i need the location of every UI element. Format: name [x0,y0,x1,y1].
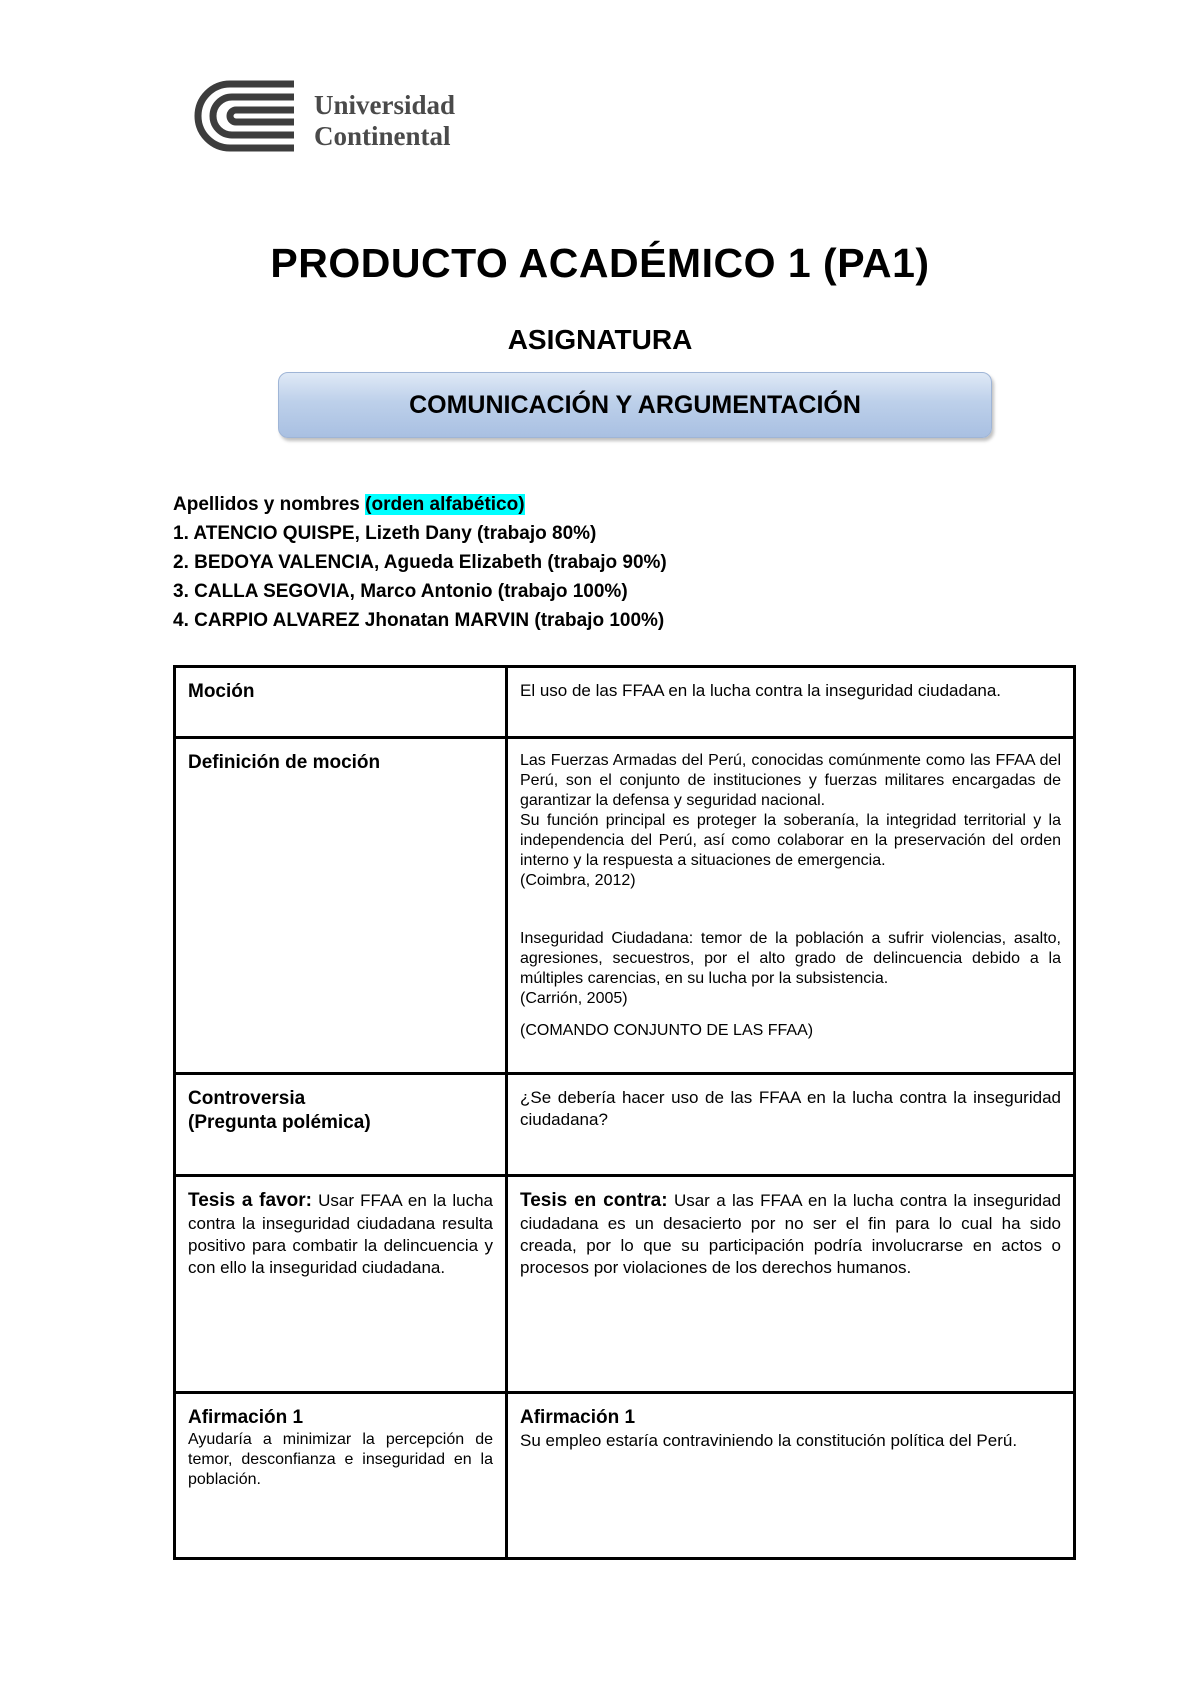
definicion-paragraph: Las Fuerzas Armadas del Perú, conocidas comúnmente como las FFAA del Perú, son el conjunto de instituciones y fuerzas militares encargadas de garantizar la defensa y seguridad nacional. [520,752,1061,809]
tesis-contra-cell [507,1176,1075,1393]
tesis-contra-text: Usar a las FFAA en la lucha contra la inseguridad ciudadana es un desacierto por no ser el fin para lo cual ha sido creada, por lo que su participación podría involucrarse en actos o procesos por violaciones de los derechos humanos. [520,1191,1061,1277]
definicion-citation: (Carrión, 2005) [520,990,628,1007]
controversia-text-cell [507,1074,1075,1176]
table-row-afirmacion [175,1393,1075,1559]
mocion-label-cell [175,667,507,738]
controversia-sublabel: (Pregunta polémica) [188,1112,371,1133]
members-list [173,490,973,635]
definicion-paragraph: Inseguridad Ciudadana: temor de la población a sufrir violencias, asalto, agresiones, secuestros, por el alto grado de delincuencia debido a la múltiples carencias, en su lucha por la subsistencia. [520,930,1061,987]
logo-line-1: Universidad [314,90,456,120]
controversia-text: ¿Se debería hacer uso de las FFAA en la lucha contra la inseguridad ciudadana? [520,1088,1061,1129]
member-item: 1. ATENCIO QUISPE, Lizeth Dany (trabajo 80%) [173,523,597,544]
controversia-label-cell [175,1074,507,1176]
afirmacion-contra-text: Su empleo estaría contraviniendo la constitución política del Perú. [520,1431,1018,1450]
afirmacion-favor-text: Ayudaría a minimizar la percepción de temor, desconfianza e inseguridad en la población. [188,1431,493,1488]
mocion-label: Moción [188,681,255,702]
course-name-banner [278,372,992,438]
member-item: 3. CALLA SEGOVIA, Marco Antonio (trabajo 100%) [173,581,628,602]
mocion-text: El uso de las FFAA en la lucha contra la inseguridad ciudadana. [520,681,1002,700]
subject-heading: ASIGNATURA [507,324,693,355]
definicion-citation: (Coimbra, 2012) [520,872,636,889]
tesis-favor-cell [175,1176,507,1393]
definicion-label-cell [175,738,507,1074]
definicion-source: (COMANDO CONJUNTO DE LAS FFAA) [520,1022,814,1039]
controversia-label: Controversia [188,1088,306,1109]
tesis-contra [520,1189,1061,1279]
argument-table [173,665,1076,1560]
logo-text [314,90,455,152]
definicion-paragraph: Su función principal es proteger la soberanía, la integridad territorial y la independencia del Perú, así como colaborar en la preservación del orden interno y la respuesta a situaciones de emergencia. [520,812,1061,869]
table-row-controversia [175,1074,1075,1176]
mocion-text-cell [507,667,1075,738]
tesis-favor [188,1189,493,1279]
member-item: 2. BEDOYA VALENCIA, Agueda Elizabeth (trabajo 90%) [173,552,667,573]
tesis-favor-label: Tesis a favor: [188,1190,312,1211]
definicion-label: Definición de moción [188,752,381,773]
afirmacion-contra-label: Afirmación 1 [520,1407,636,1428]
members-heading-highlight: (orden alfabético) [365,494,525,515]
members-heading [173,490,973,519]
university-logo [190,80,480,160]
course-name: COMUNICACIÓN Y ARGUMENTACIÓN [409,390,861,419]
members-heading-text: Apellidos y nombres [173,494,366,515]
table-row-definicion [175,738,1075,1074]
table-row-tesis [175,1176,1075,1393]
logo-c-icon [190,80,300,152]
tesis-contra-label: Tesis en contra: [520,1190,668,1211]
member-item: 4. CARPIO ALVAREZ Jhonatan MARVIN (trabajo 100%) [173,610,665,631]
table-row-mocion [175,667,1075,738]
tesis-favor-text: Usar FFAA en la lucha contra la inseguridad ciudadana resulta positivo para combatir la delincuencia y con ello la inseguridad ciudadana. [188,1191,493,1277]
definicion-text-cell [507,738,1075,1074]
afirmacion-favor-cell [175,1393,507,1559]
logo-line-2: Continental [314,121,451,151]
afirmacion-favor-label: Afirmación 1 [188,1407,304,1428]
afirmacion-contra-cell [507,1393,1075,1559]
document-title: PRODUCTO ACADÉMICO 1 (PA1) [270,240,930,286]
